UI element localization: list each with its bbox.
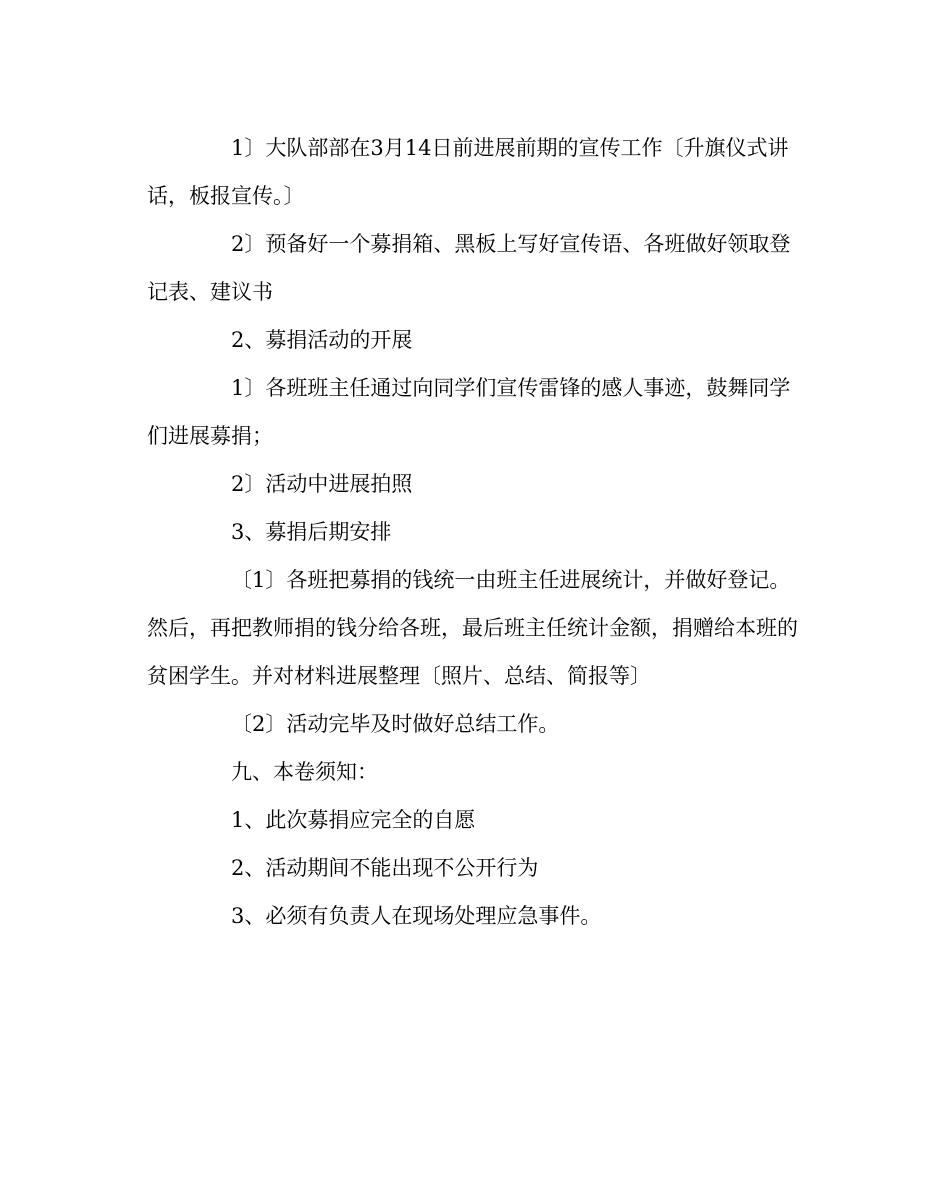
section-heading-notes: 九、本卷须知：: [231, 760, 378, 784]
paragraph-8: 〔2〕活动完毕及时做好总结工作。: [231, 712, 560, 736]
paragraph-6: 3、募捐后期安排: [231, 520, 392, 544]
paragraph-2: 2〕预备好一个募捐箱、黑板上写好宣传语、各班做好领取登记表、建议书: [147, 232, 791, 304]
paragraph-7: 〔1〕各班把募捐的钱统一由班主任进展统计，并做好登记。然后，再把教师捐的钱分给各班，最后班主任统计金额，捐赠给本班的贫困学生。并对材料进展整理〔照片、总结、简报等〕: [147, 568, 798, 688]
paragraph-11: 2、活动期间不能出现不公开行为: [231, 856, 539, 880]
paragraph-4: 1〕各班班主任通过向同学们宣传雷锋的感人事迹，鼓舞同学们进展募捐；: [147, 376, 791, 448]
paragraph-5: 2〕活动中进展拍照: [231, 472, 413, 496]
paragraph-3: 2、募捐活动的开展: [231, 328, 413, 352]
paragraph-10: 1、此次募捐应完全的自愿: [231, 808, 476, 832]
document-body: [147, 124, 807, 940]
paragraph-1: 1〕大队部部在3月14日前进展前期的宣传工作〔升旗仪式讲话，板报宣传。〕: [147, 136, 789, 208]
paragraph-12: 3、必须有负责人在现场处理应急事件。: [231, 904, 602, 928]
